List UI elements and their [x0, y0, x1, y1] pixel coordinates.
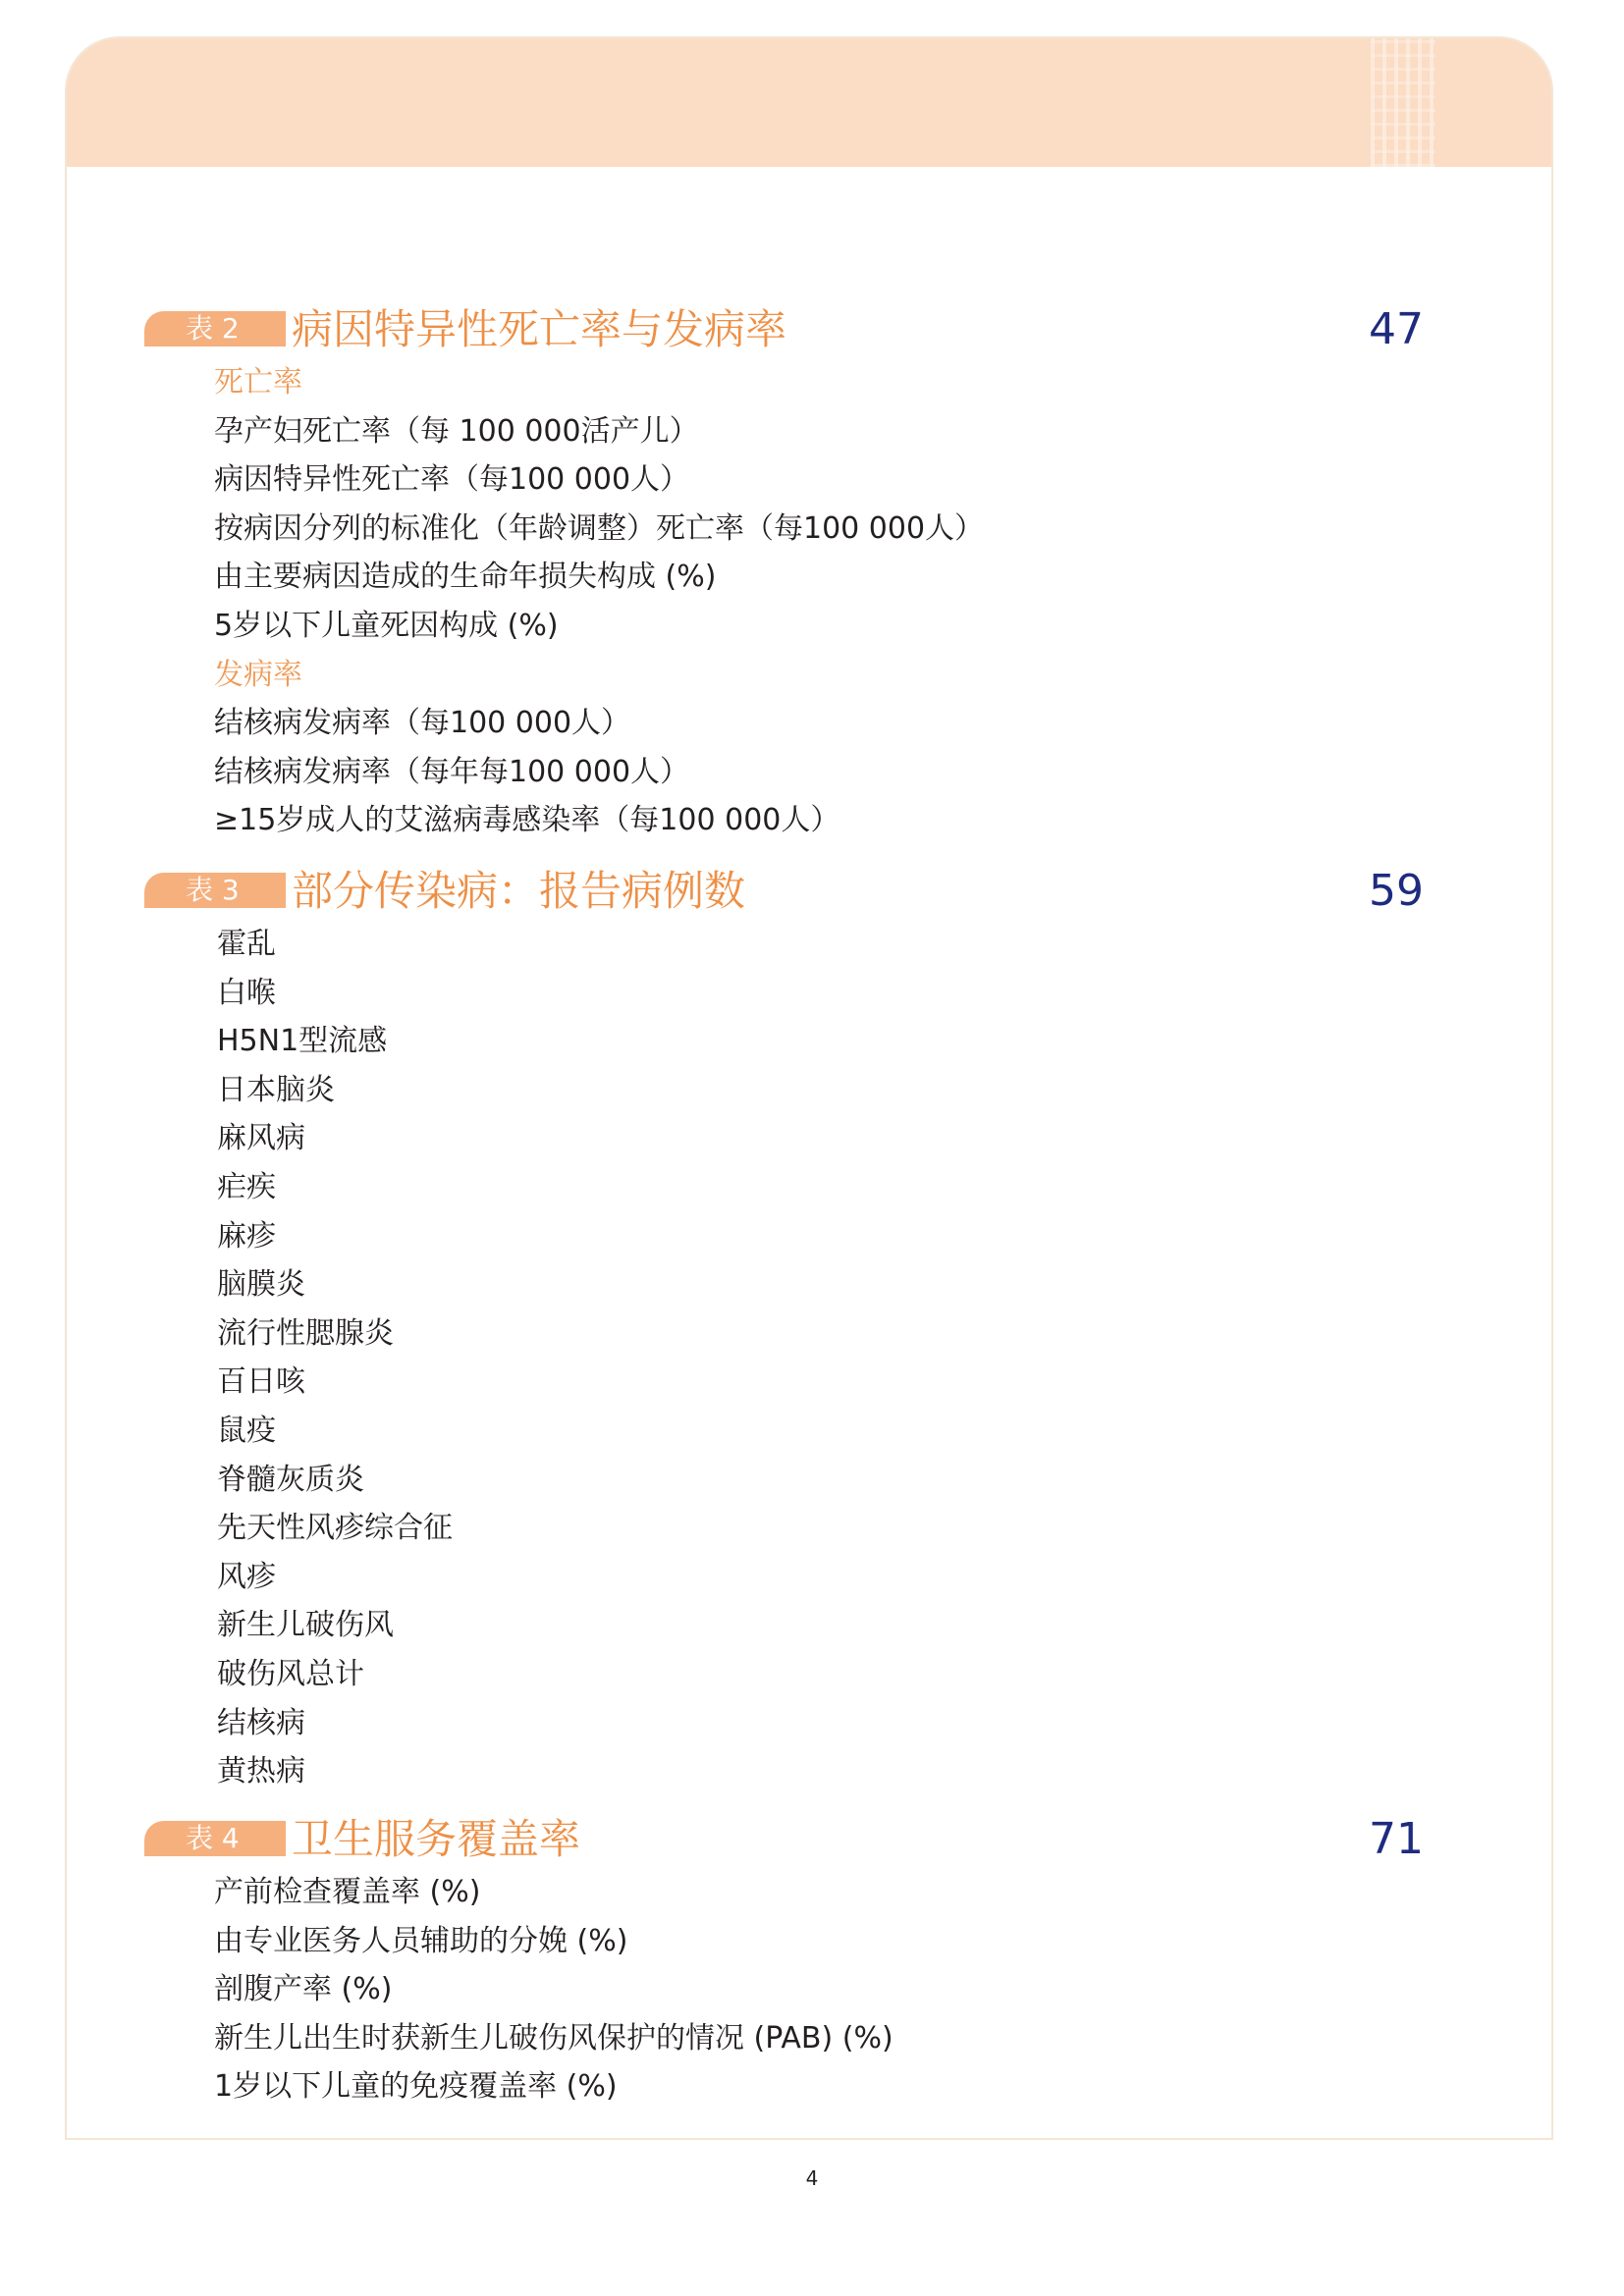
toc-item[interactable]: 百日咳 [217, 1364, 305, 1400]
toc-subheading: 发病率 [214, 657, 302, 692]
toc-section-table-2 [67, 301, 1551, 845]
toc-content [67, 38, 1551, 2138]
section-items [67, 920, 1551, 1796]
footer-page-number: 4 [805, 2166, 819, 2190]
toc-item[interactable]: 日本脑炎 [217, 1072, 335, 1107]
toc-item[interactable]: 产前检查覆盖率 (%) [214, 1875, 481, 1909]
toc-item[interactable]: 麻风病 [217, 1121, 305, 1156]
toc-item[interactable]: H5N1型流感 [217, 1024, 388, 1059]
toc-item[interactable]: 霍乱 [217, 927, 276, 961]
toc-item[interactable]: 风疹 [217, 1559, 276, 1594]
page-frame [65, 36, 1553, 2140]
toc-item[interactable]: 鼠疫 [217, 1413, 276, 1448]
table-tag: 表 4 [144, 1821, 286, 1856]
section-items [67, 358, 1551, 845]
toc-item[interactable]: 新生儿破伤风 [217, 1608, 394, 1643]
toc-item[interactable]: 疟疾 [217, 1169, 276, 1204]
toc-item[interactable]: 先天性风疹综合征 [217, 1511, 453, 1546]
toc-item[interactable]: 病因特异性死亡率（每100 000人） [214, 462, 690, 498]
toc-item[interactable]: 麻疹 [217, 1218, 276, 1254]
toc-item[interactable]: 5岁以下儿童死因构成 (%) [214, 608, 559, 643]
toc-item[interactable]: 由专业医务人员辅助的分娩 (%) [214, 1923, 628, 1958]
table-tag: 表 3 [144, 873, 286, 908]
toc-item[interactable]: 剖腹产率 (%) [214, 1972, 393, 2007]
section-page-number[interactable]: 47 [1369, 304, 1424, 354]
toc-item[interactable]: 结核病 [217, 1705, 305, 1740]
toc-section-table-3 [67, 863, 1551, 1796]
toc-item[interactable]: 结核病发病率（每100 000人） [214, 706, 631, 741]
toc-item[interactable]: 按病因分列的标准化（年龄调整）死亡率（每100 000人） [214, 510, 985, 546]
toc-item[interactable]: 1岁以下儿童的免疫覆盖率 (%) [214, 2069, 618, 2105]
toc-item[interactable]: ≥15岁成人的艾滋病毒感染率（每100 000人） [214, 803, 840, 838]
toc-item[interactable]: 流行性腮腺炎 [217, 1315, 394, 1351]
section-header [67, 863, 1551, 920]
table-tag: 表 2 [144, 311, 286, 347]
toc-item[interactable]: 黄热病 [217, 1754, 305, 1789]
toc-item[interactable]: 白喉 [217, 975, 276, 1010]
section-page-number[interactable]: 71 [1369, 1814, 1424, 1864]
section-page-number[interactable]: 59 [1369, 866, 1424, 916]
section-title[interactable]: 部分传染病：报告病例数 [292, 867, 746, 915]
toc-item[interactable]: 结核病发病率（每年每100 000人） [214, 754, 690, 789]
section-items [67, 1868, 1551, 2111]
toc-subheading: 死亡率 [214, 365, 302, 400]
toc-item[interactable]: 脊髓灰质炎 [217, 1462, 364, 1497]
section-title[interactable]: 卫生服务覆盖率 [292, 1815, 581, 1863]
section-header [67, 1811, 1551, 1868]
toc-item[interactable]: 脑膜炎 [217, 1267, 305, 1303]
toc-item[interactable]: 新生儿出生时获新生儿破伤风保护的情况 (PAB) (%) [214, 2020, 893, 2056]
toc-section-table-4 [67, 1811, 1551, 2111]
section-header [67, 301, 1551, 358]
toc-item[interactable]: 由主要病因造成的生命年损失构成 (%) [214, 560, 717, 595]
section-title[interactable]: 病因特异性死亡率与发病率 [292, 305, 787, 353]
toc-item[interactable]: 孕产妇死亡率（每 100 000活产儿） [214, 413, 699, 449]
toc-item[interactable]: 破伤风总计 [217, 1656, 364, 1691]
